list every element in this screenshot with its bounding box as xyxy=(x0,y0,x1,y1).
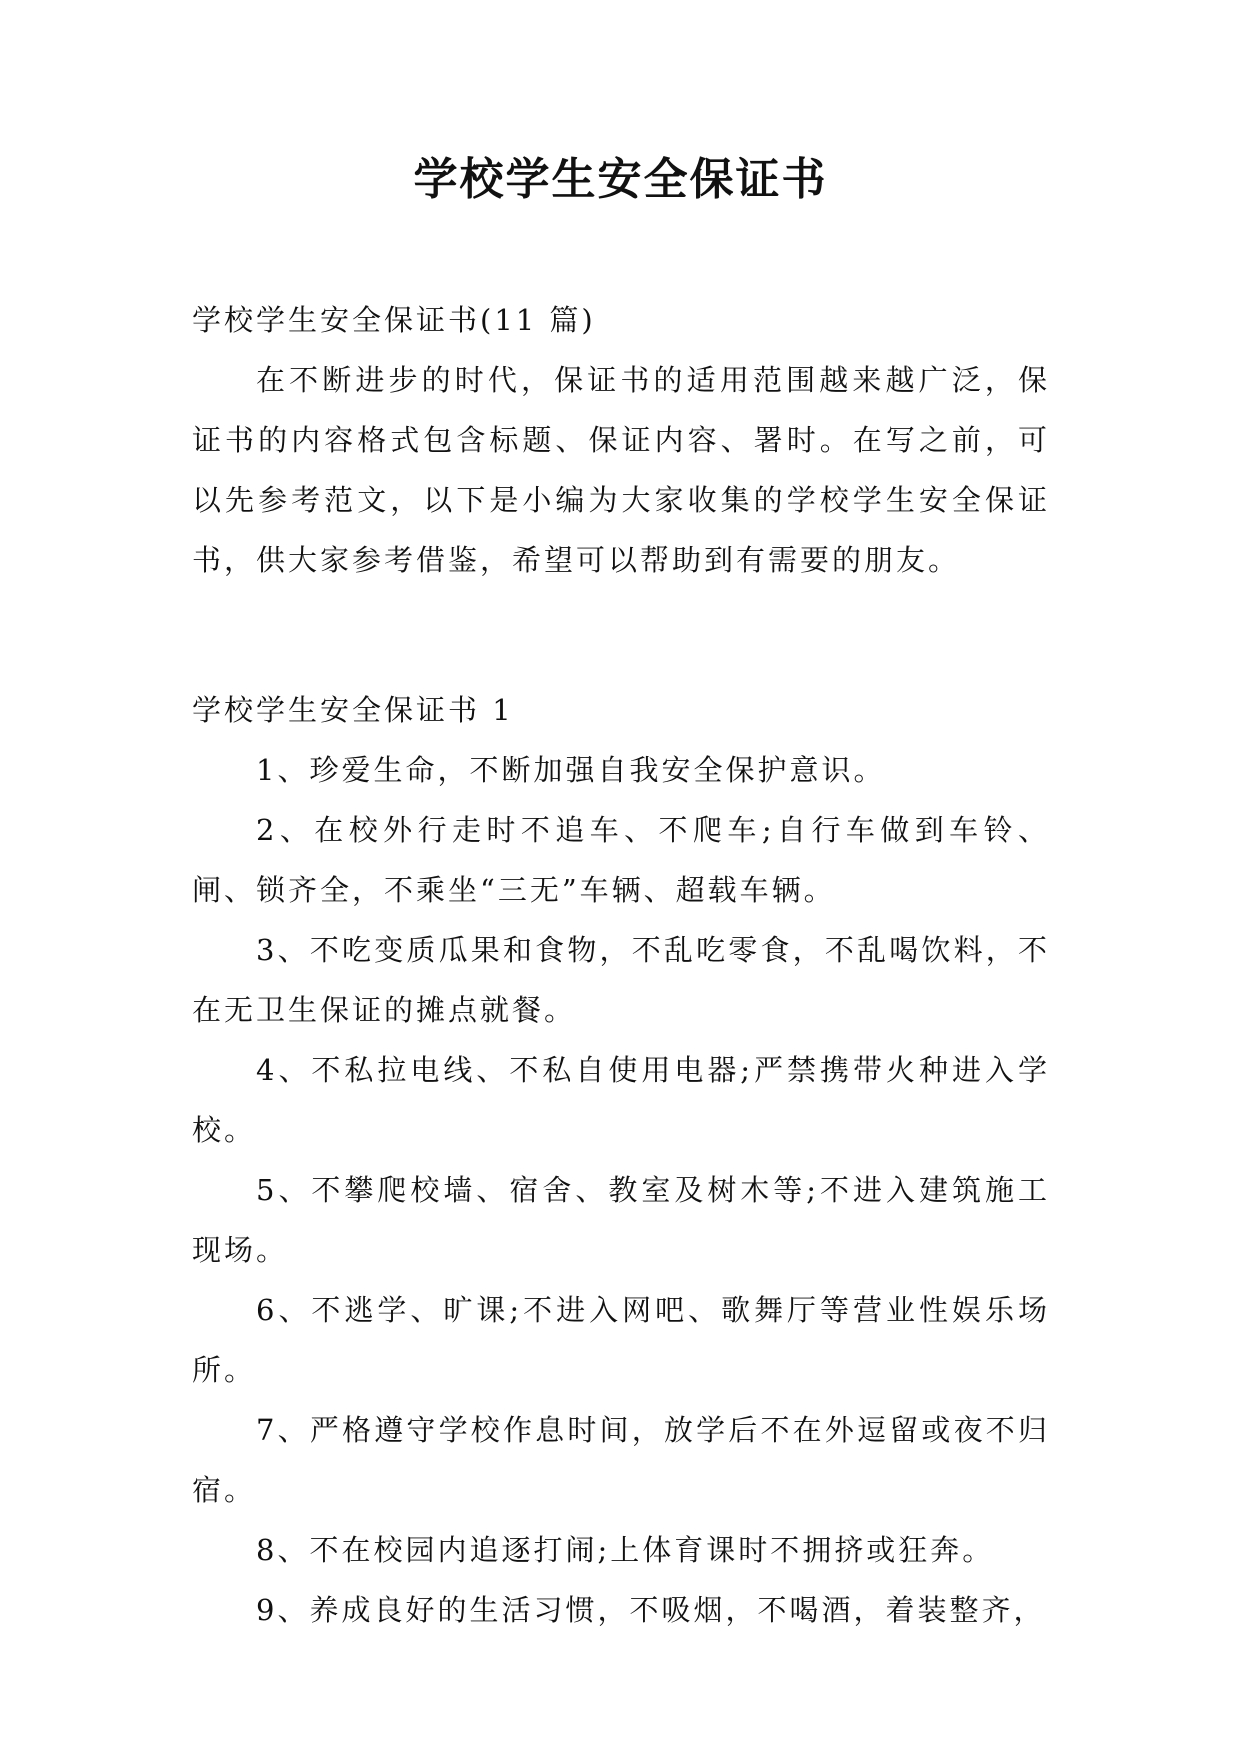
list-item: 1、珍爱生命，不断加强自我安全保护意识。 xyxy=(256,753,886,787)
list-item: 2、在校外行走时不追车、不爬车;自行车做到车铃、闸、锁齐全，不乘坐“三无”车辆、超载车辆。 xyxy=(192,813,1050,907)
list-item: 8、不在校园内追逐打闹;上体育课时不拥挤或狂奔。 xyxy=(256,1533,995,1567)
intro-paragraph: 在不断进步的时代，保证书的适用范围越来越广泛，保证书的内容格式包含标题、保证内容、署时。在写之前，可以先参考范文，以下是小编为大家收集的学校学生安全保证书，供大家参考借鉴，希望可以帮助到有需要的朋友。 xyxy=(192,363,1050,577)
section-spacer xyxy=(192,590,1050,680)
list-item: 6、不逃学、旷课;不进入网吧、歌舞厅等营业性娱乐场所。 xyxy=(192,1293,1050,1387)
list-item: 4、不私拉电线、不私自使用电器;严禁携带火种进入学校。 xyxy=(192,1053,1050,1147)
list-item: 3、不吃变质瓜果和食物，不乱吃零食，不乱喝饮料，不在无卫生保证的摊点就餐。 xyxy=(192,933,1050,1027)
list-item: 5、不攀爬校墙、宿舍、教室及树木等;不进入建筑施工现场。 xyxy=(192,1173,1050,1267)
list-item: 7、严格遵守学校作息时间，放学后不在外逗留或夜不归宿。 xyxy=(192,1413,1050,1507)
section-heading: 学校学生安全保证书 1 xyxy=(192,693,514,727)
document-subtitle: 学校学生安全保证书(11 篇) xyxy=(192,303,596,337)
document-title: 学校学生安全保证书 xyxy=(413,154,828,205)
document-body xyxy=(192,290,1050,1640)
list-item: 9、养成良好的生活习惯，不吸烟，不喝酒，着装整齐， xyxy=(256,1593,1046,1627)
